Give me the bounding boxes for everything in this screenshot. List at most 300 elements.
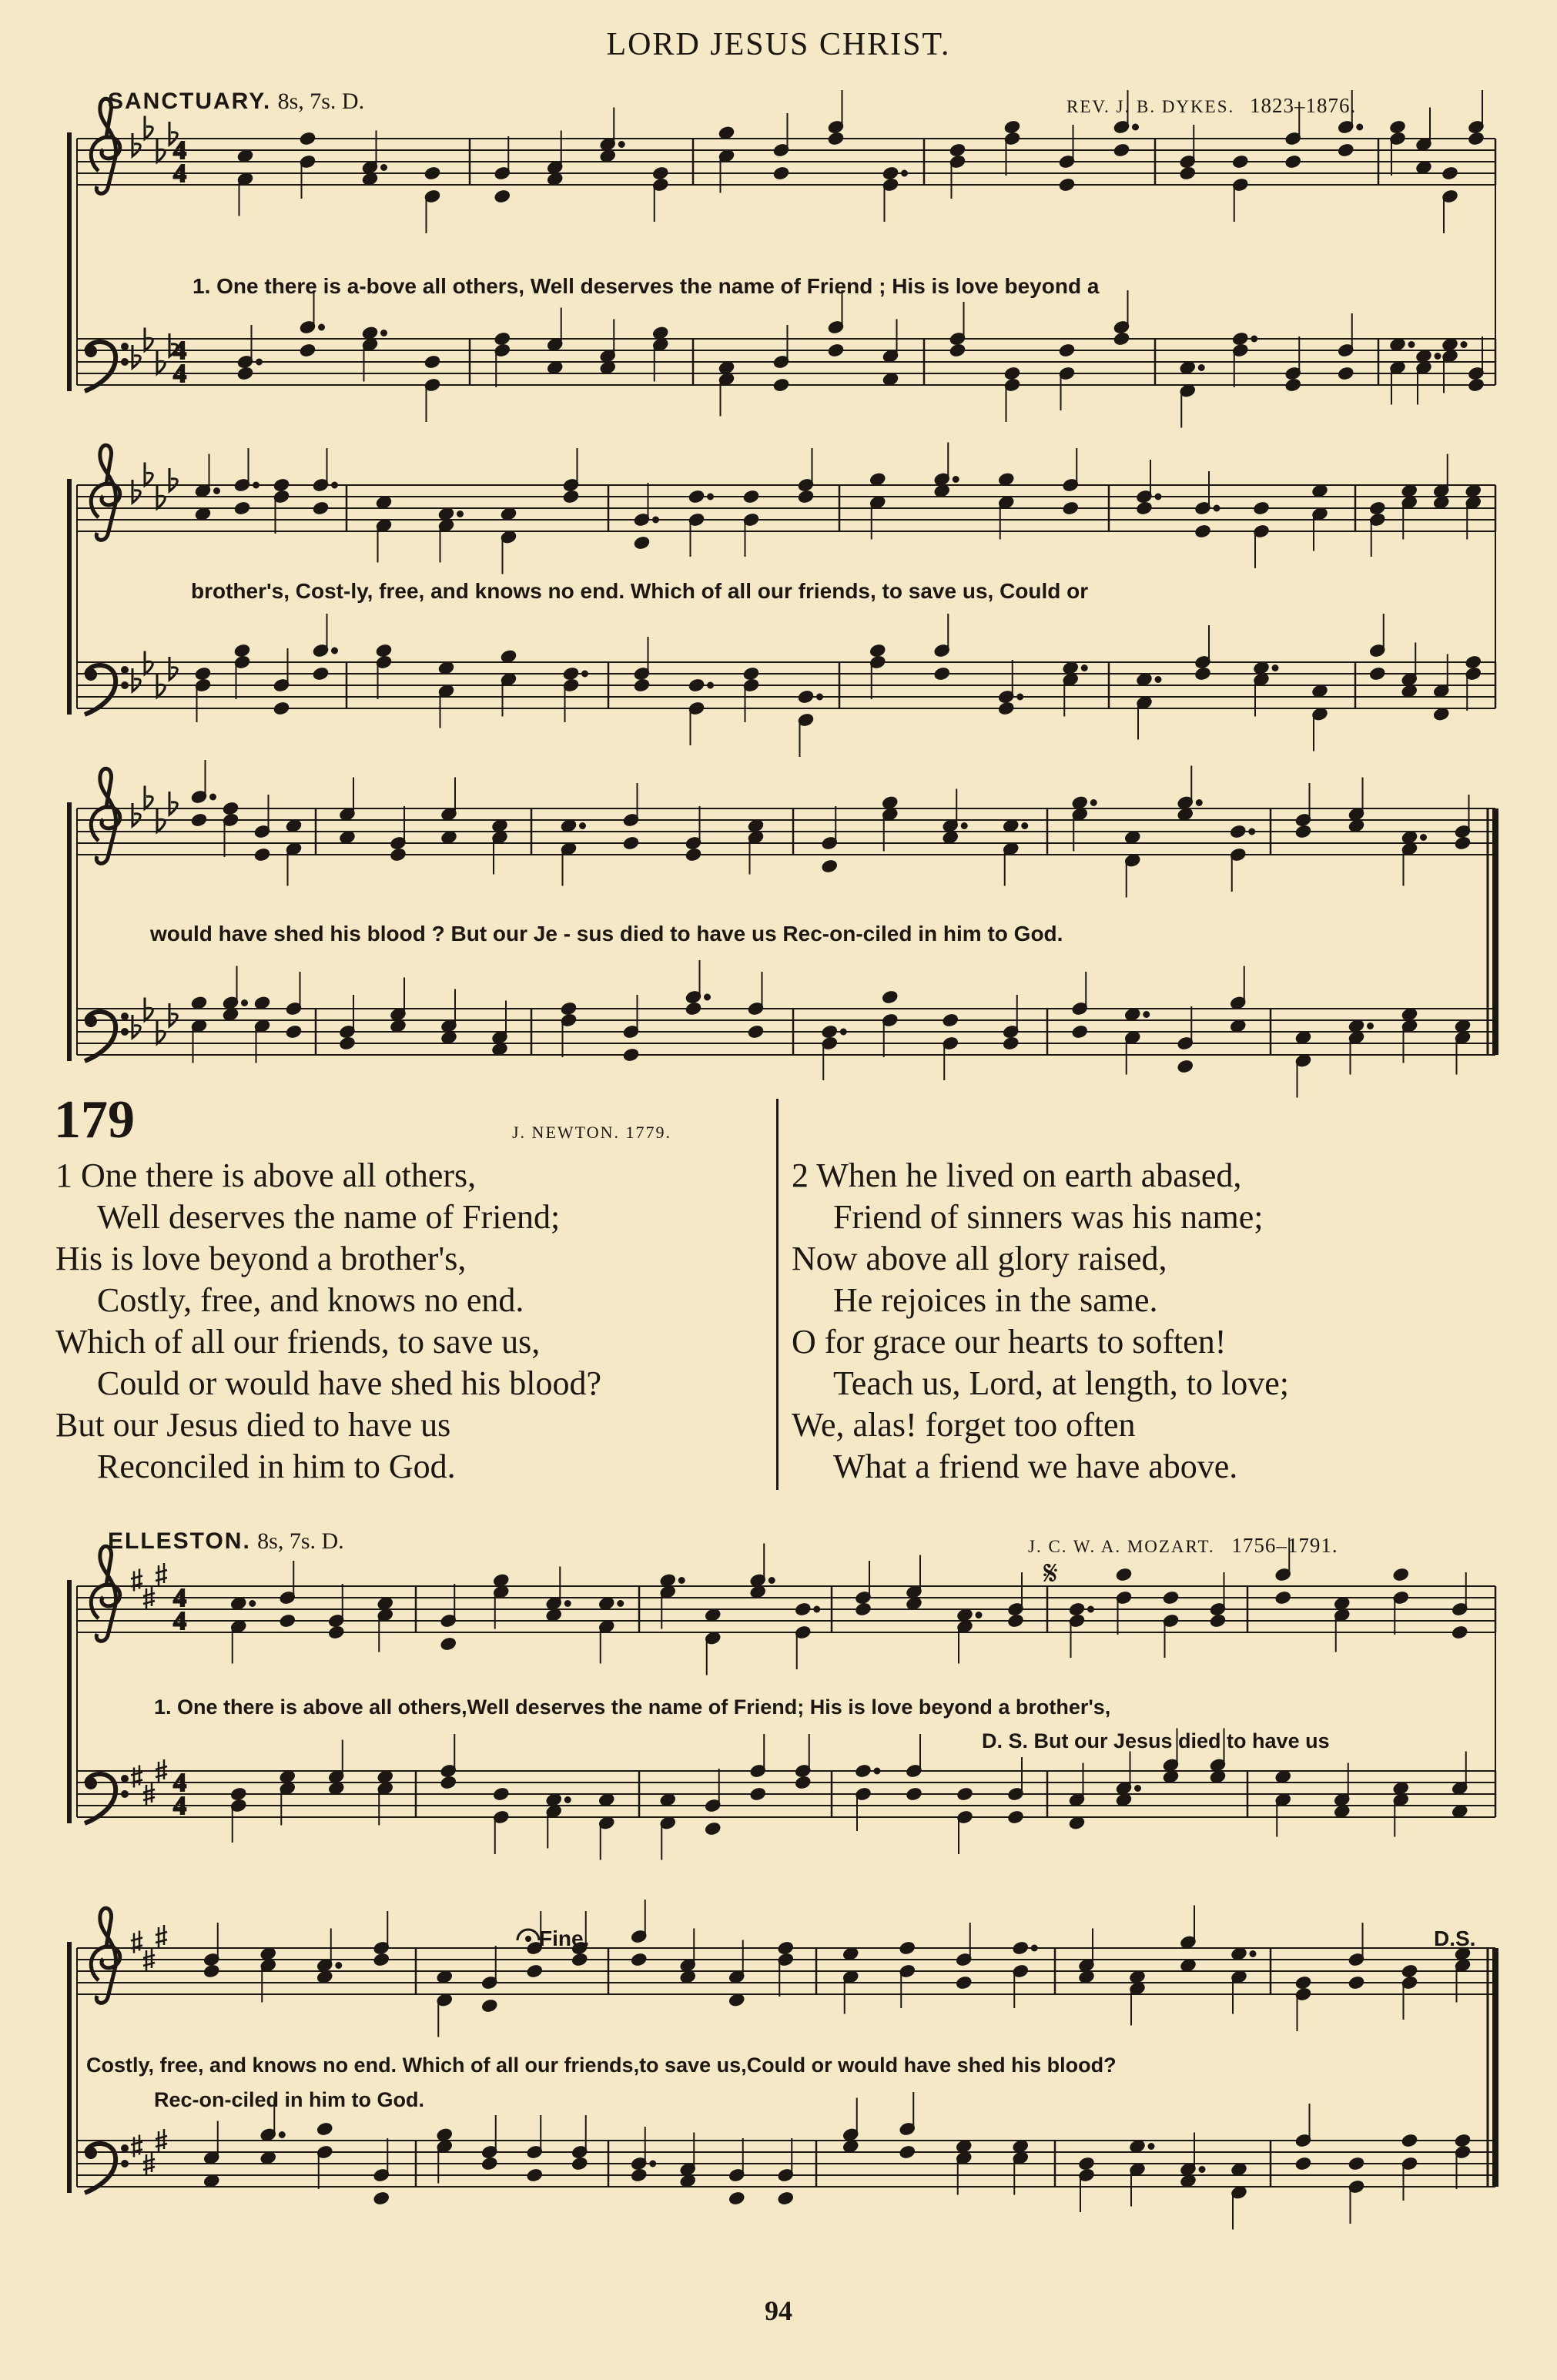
tune1-dates: 1823–1876. (1250, 94, 1357, 117)
page-number: 94 (765, 2295, 792, 2326)
note-head (631, 2168, 647, 2182)
note-head (1275, 1769, 1291, 1783)
note-head (685, 848, 701, 862)
note-head (1295, 825, 1311, 839)
dot (1091, 800, 1097, 805)
note-head (481, 2157, 497, 2171)
dot (1135, 1786, 1140, 1791)
note-head (339, 830, 355, 844)
note-head (373, 2191, 390, 2205)
tune2-composer: J. C. W. A. MOZART. (1028, 1537, 1215, 1556)
note-head (230, 1787, 246, 1801)
note-head (390, 1019, 406, 1033)
flat-icon (145, 786, 152, 809)
note-head (1129, 2139, 1145, 2153)
dot (708, 494, 713, 500)
note-head (501, 507, 517, 521)
note-head (798, 490, 814, 504)
dot (653, 517, 658, 523)
time-signature: 4 (173, 336, 186, 365)
tune1-meter: 8s, 7s. D. (277, 89, 365, 114)
flat-icon (169, 1003, 177, 1026)
note-head (527, 1964, 543, 1978)
note-head (1455, 2134, 1471, 2147)
sharp-icon (131, 1766, 142, 1788)
verse-line: 2 When he lived on earth abased, (792, 1157, 1242, 1194)
note-head (237, 149, 253, 162)
note-head (855, 1602, 871, 1616)
dot (1082, 665, 1087, 671)
note-head (943, 830, 959, 844)
bass-clef-icon (85, 1012, 128, 1061)
dot (381, 165, 387, 170)
note-head (1078, 2157, 1094, 2171)
dot (902, 171, 907, 176)
dot (1251, 1951, 1256, 1957)
note-head (1253, 661, 1269, 675)
note-head (1003, 1036, 1019, 1050)
note-head (750, 1787, 766, 1801)
note-head (743, 490, 759, 504)
note-head (280, 1614, 296, 1628)
note-head (598, 1596, 614, 1610)
note-head (561, 1002, 577, 1016)
note-head (1072, 795, 1088, 809)
note-head (1311, 684, 1328, 698)
note-head (191, 996, 207, 1009)
note-head (377, 1596, 393, 1610)
note-head (1468, 378, 1484, 392)
treble-clef-icon (91, 445, 119, 540)
note-head (1177, 807, 1194, 821)
flat-icon (145, 116, 152, 139)
note-head (1348, 1019, 1364, 1033)
flat-icon (132, 803, 140, 826)
note-head (481, 1999, 497, 2013)
note-head (546, 1793, 562, 1806)
note-head (688, 490, 705, 504)
bass-clef-icon (85, 1774, 128, 1823)
note-head (561, 818, 577, 832)
note-head (855, 1764, 871, 1778)
flat-icon (169, 792, 177, 815)
note-head (1334, 1804, 1350, 1818)
note-head (1177, 1059, 1194, 1073)
note-head (842, 2139, 859, 2153)
note-head (547, 360, 563, 374)
note-head (1180, 360, 1196, 374)
dot (457, 511, 463, 517)
note-head (494, 189, 511, 203)
note-head (1116, 1793, 1132, 1806)
dot (1357, 125, 1362, 130)
note-head (203, 1964, 219, 1978)
note-head (260, 1947, 276, 1960)
note-head (882, 372, 899, 386)
dot (319, 325, 324, 330)
note-head (195, 667, 211, 681)
note-head (795, 1776, 811, 1789)
dot (1088, 1607, 1093, 1612)
note-head (882, 990, 898, 1004)
note-head (1455, 1019, 1471, 1033)
verse-line: What a friend we have above. (833, 1448, 1238, 1485)
note-head (1253, 501, 1269, 515)
dot (1462, 342, 1467, 347)
verse-line: Could or would have shed his blood? (97, 1364, 602, 1402)
note-head (440, 830, 457, 844)
note-head (547, 172, 563, 186)
note-head (1013, 2139, 1029, 2153)
note-head (1078, 1970, 1094, 1983)
tune1-lyric-line-2: brother's, Cost-ly, free, and knows no end. Which of all our friends, to save us, Could or (191, 579, 1089, 603)
note-head (828, 132, 844, 146)
dot (280, 2132, 285, 2137)
note-head (223, 802, 239, 815)
dot (1133, 125, 1138, 130)
dot (1409, 342, 1415, 347)
note-head (1230, 825, 1246, 839)
dot (1435, 353, 1441, 359)
note-head (623, 1048, 639, 1062)
note-head (750, 1585, 766, 1598)
note-head (934, 484, 950, 497)
dot (1197, 800, 1202, 805)
note-head (260, 2151, 276, 2164)
note-head (373, 1953, 390, 1967)
time-signature: 4 (173, 159, 186, 188)
note-head (1401, 830, 1418, 844)
note-head (660, 1793, 676, 1806)
dot (679, 1578, 685, 1583)
time-signature: 4 (173, 1584, 186, 1612)
note-head (1465, 484, 1482, 497)
tune2-lyric-line-3: Rec-on-ciled in him to God. (154, 2088, 424, 2111)
note-head (440, 1030, 457, 1044)
note-head (798, 690, 814, 704)
note-head (778, 1941, 794, 1955)
note-head (1180, 166, 1196, 180)
note-head (300, 343, 316, 357)
note-head (1441, 337, 1458, 351)
note-head (328, 1781, 344, 1795)
note-head (1348, 2157, 1364, 2171)
dot (619, 142, 624, 147)
note-head (203, 2174, 219, 2188)
tune1-composer: REV. J. B. DYKES. (1066, 97, 1235, 116)
note-head (1129, 1970, 1145, 1983)
note-head (828, 343, 844, 357)
note-head (728, 1993, 745, 2007)
treble-clef-icon (91, 768, 119, 863)
dot (332, 648, 337, 654)
note-head (1348, 1976, 1364, 1990)
note-head (680, 2174, 696, 2188)
note-head (998, 701, 1014, 715)
bass-clef-icon (85, 665, 128, 715)
note-head (1180, 1958, 1196, 1972)
note-head (424, 355, 440, 369)
sharp-icon (131, 2135, 142, 2157)
note-head (191, 813, 207, 827)
note-head (1465, 655, 1482, 669)
verse-line: His is love beyond a brother's, (55, 1240, 467, 1277)
note-head (822, 1025, 838, 1039)
dot (1200, 2167, 1205, 2172)
note-head (1452, 1804, 1468, 1818)
dot (841, 1029, 846, 1035)
note-head (571, 1953, 588, 1967)
note-head (869, 472, 886, 486)
verse-line: Well deserves the name of Friend; (97, 1198, 561, 1236)
note-head (1063, 661, 1079, 675)
note-head (437, 1970, 453, 1983)
note-head (728, 2191, 745, 2205)
note-head (718, 126, 735, 139)
note-head (1136, 501, 1152, 515)
note-head (1338, 367, 1354, 380)
flat-icon (132, 345, 140, 368)
tune2-lyric-line-1: 1. One there is above all others,Well deserves the name of Friend; His is love beyond a brother's, (154, 1695, 1111, 1719)
note-head (956, 1787, 973, 1801)
note-head (1194, 524, 1210, 538)
note-head (1004, 120, 1020, 134)
dot (708, 683, 713, 688)
note-head (316, 1970, 333, 1983)
dot (253, 483, 259, 488)
note-head (1415, 349, 1431, 363)
sharp-icon (156, 1563, 167, 1585)
treble-clef-icon (91, 1908, 119, 2003)
dot (1214, 506, 1220, 511)
note-head (362, 326, 378, 340)
verse-line: O for grace our hearts to soften! (792, 1323, 1227, 1361)
note-head (685, 1002, 701, 1016)
tune2-lyric-line-2: Costly, free, and knows no end. Which of all our friends,to save us,Could or would have shed his blood? (86, 2054, 1117, 2077)
note-head (1004, 367, 1020, 380)
note-head (280, 1769, 296, 1783)
treble-clef-icon (91, 99, 119, 193)
note-head (882, 795, 898, 809)
dot (242, 1000, 247, 1006)
note-head (1401, 1964, 1418, 1978)
flat-icon (132, 480, 140, 503)
dot (1156, 494, 1161, 500)
note-head (943, 1013, 959, 1027)
note-head (652, 326, 668, 340)
verse-line: 1 One there is above all others, (55, 1157, 477, 1194)
note-head (563, 490, 579, 504)
dot (1368, 1023, 1373, 1029)
note-head (1334, 1596, 1350, 1610)
note-head (1433, 495, 1449, 509)
note-head (501, 649, 517, 663)
note-head (313, 501, 329, 515)
note-head (1113, 143, 1130, 157)
note-head (1232, 332, 1248, 346)
note-head (493, 1573, 509, 1587)
note-head (906, 1787, 922, 1801)
flat-icon (169, 468, 177, 491)
note-head (328, 1625, 344, 1639)
fermata-icon (526, 1936, 531, 1941)
note-head (1369, 667, 1385, 681)
note-head (1275, 1591, 1291, 1605)
note-head (254, 848, 270, 862)
note-head (1393, 1568, 1409, 1582)
note-head (424, 166, 440, 180)
note-head (956, 1976, 972, 1990)
dot (705, 995, 710, 1000)
note-head (1455, 836, 1471, 850)
note-head (743, 667, 759, 681)
note-head (1295, 1030, 1311, 1044)
note-head (376, 495, 392, 509)
note-head (778, 2191, 794, 2205)
dot (875, 1769, 880, 1774)
note-head (1389, 120, 1405, 134)
dot (256, 360, 262, 365)
time-signature: 4 (173, 1792, 186, 1820)
note-head (273, 478, 290, 492)
note-head (773, 166, 789, 180)
dot (814, 1607, 819, 1612)
note-head (822, 859, 838, 873)
note-head (1072, 1025, 1088, 1039)
verse-line: Friend of sinners was his name; (833, 1198, 1264, 1236)
dot (976, 1612, 982, 1618)
note-head (493, 1787, 509, 1801)
time-signature: 4 (173, 1607, 186, 1635)
note-head (494, 332, 511, 346)
note-head (571, 2157, 588, 2171)
note-head (1059, 343, 1075, 357)
note-head (1401, 484, 1418, 497)
note-head (1124, 830, 1140, 844)
ds-mark: D.S. (1434, 1926, 1476, 1950)
note-head (634, 678, 650, 692)
note-head (440, 1776, 457, 1789)
note-head (286, 818, 302, 832)
verse-line: Teach us, Lord, at length, to love; (833, 1364, 1289, 1402)
dot (1017, 695, 1023, 700)
dot (769, 1578, 775, 1583)
dot (582, 671, 588, 677)
treble-clef-icon (91, 1546, 119, 1641)
note-head (1007, 1614, 1023, 1628)
note-head (949, 143, 966, 157)
note-head (748, 1025, 764, 1039)
note-head (1163, 1591, 1179, 1605)
dot (1156, 677, 1161, 682)
dot (650, 2161, 655, 2167)
note-head (1401, 2134, 1418, 2147)
note-head (956, 1608, 973, 1622)
note-head (634, 536, 650, 550)
flat-icon (132, 133, 140, 156)
tune2-composer-line (1028, 1534, 1338, 1558)
note-head (899, 2145, 916, 2159)
page-title: LORD JESUS CHRIST. (606, 27, 951, 62)
note-head (934, 667, 950, 681)
note-head (1389, 337, 1405, 351)
dot (565, 1601, 571, 1606)
time-signature: 4 (173, 136, 186, 165)
time-signature: 4 (173, 1769, 186, 1797)
note-head (652, 166, 668, 180)
dot (962, 823, 967, 828)
note-head (234, 501, 250, 515)
note-head (1401, 684, 1418, 698)
note-head (842, 1947, 859, 1960)
note-head (1348, 818, 1364, 832)
note-head (273, 701, 290, 715)
note-head (339, 1036, 355, 1050)
note-head (527, 2168, 543, 2182)
note-head (1116, 1568, 1132, 1582)
tune1-lyric-line-3: would have shed his blood ? But our Je - sus died to have us Rec-on-ciled in him to God. (150, 922, 1063, 946)
note-head (286, 1025, 302, 1039)
note-head (1468, 132, 1484, 146)
sharp-icon (156, 1925, 167, 1947)
note-head (1338, 143, 1354, 157)
note-head (1013, 1941, 1029, 1955)
note-head (899, 1941, 916, 1955)
note-head (660, 1573, 676, 1587)
bass-clef-icon (85, 2144, 128, 2193)
tune2-name: ELLESTON. (108, 1528, 251, 1554)
note-head (906, 1596, 922, 1610)
tune2-ds-lyric: D. S. But our Jesus died to have us (982, 1729, 1330, 1752)
bass-clef-icon (85, 342, 128, 391)
dot (953, 477, 959, 482)
dot (817, 695, 822, 700)
note-head (1231, 1947, 1247, 1960)
verse-line: Which of all our friends, to save us, (55, 1323, 541, 1361)
note-head (600, 360, 616, 374)
note-head (1433, 707, 1449, 721)
note-head (437, 2127, 453, 2141)
note-head (438, 661, 454, 675)
note-head (773, 378, 789, 392)
time-signature: 4 (173, 360, 186, 388)
note-head (795, 1602, 811, 1616)
note-head (949, 343, 966, 357)
note-head (631, 1953, 647, 1967)
note-head (598, 1793, 614, 1806)
note-head (440, 1637, 457, 1651)
note-head (1285, 155, 1301, 169)
verse-line: Now above all glory raised, (792, 1240, 1167, 1277)
note-head (237, 367, 253, 380)
note-head (1230, 1019, 1246, 1033)
note-head (623, 836, 639, 850)
note-head (1069, 1602, 1085, 1616)
dot (336, 1963, 341, 1968)
note-head (491, 1042, 507, 1056)
note-head (223, 1007, 239, 1021)
tune1-lyric-line-1: 1. One there is a-bove all others, Well deserves the name of Friend ; His is love beyond a (193, 274, 1100, 298)
note-head (1231, 2162, 1247, 2176)
note-head (998, 472, 1014, 486)
dot (1149, 2144, 1154, 2149)
verse-1 (55, 1155, 601, 1488)
dot (565, 1797, 571, 1803)
note-head (438, 507, 454, 521)
flat-icon (132, 1015, 140, 1038)
flat-icon (132, 668, 140, 691)
note-head (195, 507, 211, 521)
